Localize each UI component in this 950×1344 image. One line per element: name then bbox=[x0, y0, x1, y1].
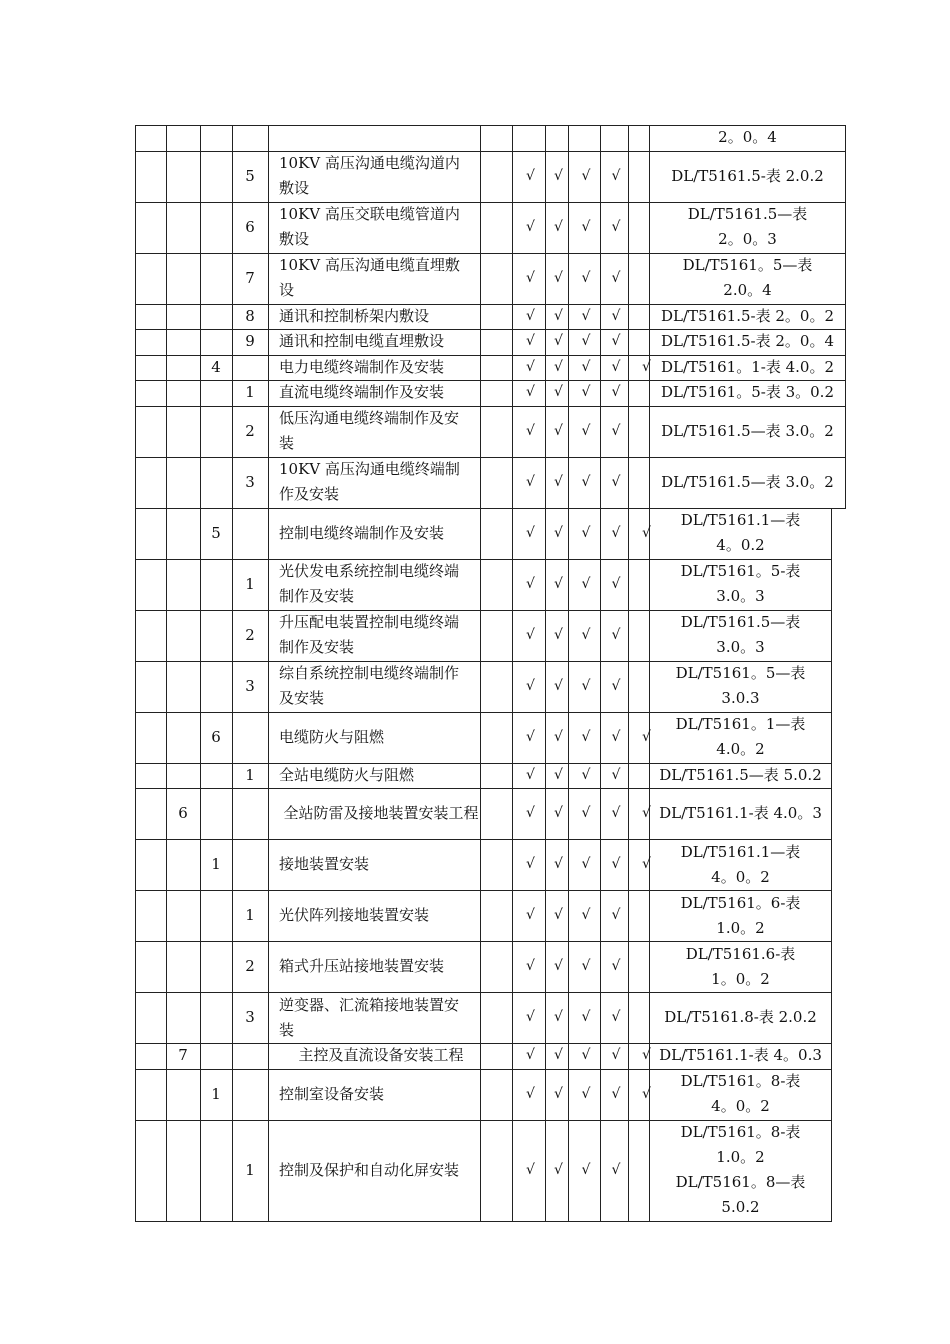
check-mark: √ bbox=[611, 1161, 621, 1178]
check-mark: √ bbox=[526, 626, 535, 643]
level1-number bbox=[166, 457, 200, 508]
check-mark: √ bbox=[581, 1047, 591, 1064]
check-mark: √ bbox=[581, 856, 591, 872]
check-mark: √ bbox=[581, 766, 591, 783]
check-mark: √ bbox=[526, 1161, 535, 1178]
level2-number: 4 bbox=[211, 357, 221, 376]
check-mark: √ bbox=[611, 524, 621, 541]
level3-number: 3 bbox=[245, 1008, 255, 1026]
level2-number: 6 bbox=[211, 727, 221, 746]
check-mark: √ bbox=[611, 333, 621, 350]
check-mark: √ bbox=[554, 677, 563, 694]
level3-number: 1 bbox=[245, 383, 255, 402]
check-mark: √ bbox=[554, 333, 563, 350]
level3-number bbox=[232, 1043, 268, 1069]
item-name: 全站防雷及接地装置安装工程 bbox=[283, 804, 479, 822]
check-mark: √ bbox=[611, 269, 621, 286]
check-mark bbox=[547, 125, 570, 151]
check-mark: √ bbox=[554, 422, 563, 439]
column-border bbox=[831, 508, 832, 1221]
check-mark: √ bbox=[526, 384, 535, 401]
item-name: 10KV 高压沟通电缆直埋敷设 bbox=[279, 256, 460, 299]
level2-number bbox=[200, 610, 232, 661]
check-mark: √ bbox=[611, 907, 621, 923]
level3-number: 3 bbox=[245, 676, 255, 695]
check-mark: √ bbox=[581, 269, 591, 286]
check-mark: √ bbox=[526, 524, 535, 541]
level1-number bbox=[166, 559, 200, 610]
level3-number: 7 bbox=[245, 268, 255, 287]
check-mark: √ bbox=[554, 1085, 563, 1102]
check-mark: √ bbox=[526, 728, 535, 745]
check-mark bbox=[602, 125, 630, 151]
level1-number bbox=[166, 355, 200, 381]
item-name: 电力电缆终端制作及安装 bbox=[279, 357, 445, 376]
level3-number: 8 bbox=[245, 306, 255, 325]
check-mark: √ bbox=[611, 766, 621, 783]
check-mark: √ bbox=[526, 677, 535, 694]
level2-number bbox=[200, 788, 232, 839]
check-mark: √ bbox=[581, 422, 591, 439]
level3-number: 2 bbox=[245, 625, 255, 644]
check-mark: √ bbox=[642, 856, 651, 872]
level2-number bbox=[200, 253, 232, 304]
standard-reference: DL/T5161。5-表 3.0。3 bbox=[680, 562, 801, 605]
item-name: 箱式升压站接地装置安装 bbox=[279, 957, 445, 975]
level2-number bbox=[200, 1043, 232, 1069]
standard-reference: DL/T5161.5-表 2。0。4 bbox=[661, 332, 834, 351]
check-mark: √ bbox=[642, 358, 651, 375]
check-mark: √ bbox=[554, 1047, 563, 1064]
check-mark: √ bbox=[611, 728, 621, 745]
check-mark: √ bbox=[554, 358, 563, 375]
check-mark: √ bbox=[554, 307, 563, 324]
item-name: 10KV 高压沟通电缆终端制作及安装 bbox=[279, 460, 460, 503]
standard-reference: DL/T5161.5—表 3.0。3 bbox=[680, 613, 801, 656]
level1-number bbox=[166, 380, 200, 406]
level1-number bbox=[166, 304, 200, 330]
item-name: 控制电缆终端制作及安装 bbox=[279, 523, 445, 542]
standard-reference: DL/T5161。5-表 3。0.2 bbox=[661, 383, 834, 402]
level3-number: 2 bbox=[245, 421, 255, 440]
item-name: 10KV 高压交联电缆管道内敷设 bbox=[279, 205, 460, 248]
check-mark: √ bbox=[581, 1161, 591, 1178]
level2-number bbox=[200, 304, 232, 330]
check-mark: √ bbox=[581, 218, 591, 235]
level1-number bbox=[166, 941, 200, 992]
check-mark: √ bbox=[526, 958, 535, 974]
check-mark: √ bbox=[642, 1085, 651, 1102]
item-name: 主控及直流设备安装工程 bbox=[298, 1046, 464, 1065]
check-mark: √ bbox=[526, 805, 535, 821]
level2-number: 5 bbox=[211, 523, 221, 542]
check-mark: √ bbox=[581, 473, 591, 490]
level3-number bbox=[232, 839, 268, 890]
item-name: 控制及保护和自动化屏安装 bbox=[279, 1160, 460, 1179]
item-name: 综自系统控制电缆终端制作及安装 bbox=[279, 664, 460, 707]
level2-number: 1 bbox=[211, 1084, 221, 1103]
check-mark: √ bbox=[581, 958, 591, 974]
item-name: 全站电缆防火与阻燃 bbox=[279, 765, 415, 784]
check-mark: √ bbox=[526, 856, 535, 872]
check-mark: √ bbox=[526, 1085, 535, 1102]
check-mark: √ bbox=[526, 269, 535, 286]
level3-number bbox=[232, 508, 268, 559]
check-mark: √ bbox=[554, 384, 563, 401]
check-mark: √ bbox=[526, 766, 535, 783]
level3-number: 6 bbox=[245, 217, 255, 236]
check-mark: √ bbox=[642, 728, 651, 745]
standard-reference: DL/T5161.5—表 5.0.2 bbox=[659, 765, 822, 784]
column-border bbox=[135, 125, 136, 1221]
item-name: 通讯和控制电缆直埋敷设 bbox=[279, 332, 445, 351]
standard-reference: DL/T5161。5—表 3.0.3 bbox=[675, 664, 806, 707]
check-mark: √ bbox=[581, 384, 591, 401]
check-mark: √ bbox=[526, 218, 535, 235]
level3-number: 1 bbox=[245, 574, 255, 593]
level3-number: 1 bbox=[245, 1160, 255, 1179]
level3-number: 3 bbox=[245, 472, 255, 491]
check-mark: √ bbox=[526, 333, 535, 350]
level2-number: 1 bbox=[211, 855, 221, 873]
level2-number bbox=[200, 329, 232, 355]
check-mark: √ bbox=[554, 728, 563, 745]
item-name: 逆变器、汇流箱接地装置安装 bbox=[279, 995, 460, 1039]
level2-number bbox=[200, 941, 232, 992]
check-mark: √ bbox=[611, 575, 621, 592]
standard-reference: DL/T5161。8-表 4。0。2 bbox=[680, 1072, 801, 1115]
level2-number bbox=[200, 457, 232, 508]
check-mark: √ bbox=[611, 307, 621, 324]
check-mark: √ bbox=[526, 167, 535, 184]
level2-number bbox=[200, 151, 232, 202]
check-mark: √ bbox=[611, 167, 621, 184]
check-mark: √ bbox=[526, 422, 535, 439]
standard-reference: DL/T5161.1—表 4。0。2 bbox=[680, 842, 801, 886]
check-mark: √ bbox=[611, 958, 621, 974]
check-mark: √ bbox=[611, 677, 621, 694]
check-mark: √ bbox=[581, 626, 591, 643]
level1-number bbox=[166, 661, 200, 712]
level3-number: 5 bbox=[245, 166, 255, 185]
item-name: 光伏阵列接地装置安装 bbox=[279, 906, 430, 924]
check-mark: √ bbox=[642, 1047, 651, 1064]
check-mark: √ bbox=[554, 218, 563, 235]
level3-number: 2 bbox=[245, 957, 255, 975]
level2-number bbox=[200, 992, 232, 1043]
check-mark: √ bbox=[611, 805, 621, 821]
level1-number: 7 bbox=[178, 1046, 188, 1065]
level3-number bbox=[232, 1069, 268, 1120]
level1-number bbox=[166, 202, 200, 253]
check-mark: √ bbox=[526, 575, 535, 592]
check-mark: √ bbox=[581, 307, 591, 324]
column-border bbox=[845, 125, 846, 508]
check-mark: √ bbox=[554, 473, 563, 490]
check-mark bbox=[514, 125, 547, 151]
level1-number bbox=[166, 1069, 200, 1120]
check-mark: √ bbox=[554, 805, 563, 821]
check-mark: √ bbox=[581, 524, 591, 541]
level1-number bbox=[166, 329, 200, 355]
check-mark: √ bbox=[526, 473, 535, 490]
check-mark: √ bbox=[581, 907, 591, 923]
standard-reference: DL/T5161。6-表 1.0。2 bbox=[680, 893, 801, 937]
level2-number bbox=[200, 125, 232, 151]
standard-reference: DL/T5161。5—表 2.0。4 bbox=[682, 256, 813, 299]
standard-reference: DL/T5161.5-表 2.0.2 bbox=[671, 166, 824, 185]
level3-number bbox=[232, 712, 268, 763]
level2-number bbox=[200, 559, 232, 610]
standard-reference: DL/T5161.5—表 2。0。3 bbox=[687, 205, 808, 248]
item-name: 光伏发电系统控制电缆终端制作及安装 bbox=[279, 562, 460, 605]
check-mark: √ bbox=[581, 575, 591, 592]
item-name: 接地装置安装 bbox=[279, 855, 370, 873]
check-mark: √ bbox=[554, 167, 563, 184]
standard-reference: DL/T5161.8-表 2.0.2 bbox=[664, 1008, 817, 1026]
item-name: 10KV 高压沟通电缆沟道内敷设 bbox=[279, 154, 460, 197]
check-mark: √ bbox=[554, 269, 563, 286]
level1-number bbox=[166, 253, 200, 304]
check-mark: √ bbox=[611, 856, 621, 872]
standard-reference: DL/T5161.5—表 3.0。2 bbox=[661, 472, 834, 491]
check-mark: √ bbox=[611, 473, 621, 490]
check-mark: √ bbox=[554, 907, 563, 923]
item-name: 控制室设备安装 bbox=[279, 1084, 385, 1103]
level2-number bbox=[200, 380, 232, 406]
standard-reference: DL/T5161.6-表 1。0。2 bbox=[685, 944, 796, 988]
check-mark: √ bbox=[526, 1047, 535, 1064]
level2-number bbox=[200, 202, 232, 253]
standard-reference: DL/T5161。1—表 4.0。2 bbox=[675, 715, 806, 758]
check-mark: √ bbox=[611, 1085, 621, 1102]
standard-reference: DL/T5161.1-表 4。0.3 bbox=[659, 1046, 822, 1065]
check-mark: √ bbox=[581, 728, 591, 745]
check-mark: √ bbox=[611, 218, 621, 235]
check-mark: √ bbox=[581, 358, 591, 375]
check-mark: √ bbox=[526, 358, 535, 375]
check-mark: √ bbox=[526, 1009, 535, 1025]
level1-number bbox=[166, 890, 200, 941]
check-mark: √ bbox=[554, 524, 563, 541]
check-mark: √ bbox=[581, 167, 591, 184]
check-mark bbox=[570, 125, 602, 151]
standard-reference: DL/T5161.1-表 4.0。3 bbox=[659, 804, 822, 822]
item-name: 通讯和控制桥架内敷设 bbox=[279, 306, 430, 325]
standard-reference: DL/T5161.1—表 4。0.2 bbox=[680, 511, 801, 554]
check-mark: √ bbox=[611, 626, 621, 643]
level3-number bbox=[232, 125, 268, 151]
item-name: 电缆防火与阻燃 bbox=[279, 727, 385, 746]
level2-number bbox=[200, 890, 232, 941]
level3-number: 1 bbox=[245, 906, 255, 924]
level1-number bbox=[166, 508, 200, 559]
row-border bbox=[135, 1221, 832, 1222]
check-mark: √ bbox=[581, 333, 591, 350]
check-mark: √ bbox=[554, 1009, 563, 1025]
check-mark: √ bbox=[554, 958, 563, 974]
check-mark: √ bbox=[611, 384, 621, 401]
level3-number bbox=[232, 355, 268, 381]
check-mark: √ bbox=[642, 524, 651, 541]
check-mark: √ bbox=[642, 805, 651, 821]
level2-number bbox=[200, 1120, 232, 1221]
level3-number: 9 bbox=[245, 332, 255, 351]
standard-reference: DL/T5161.5-表 2。0。2 bbox=[661, 306, 834, 325]
check-mark: √ bbox=[554, 1161, 563, 1178]
check-mark: √ bbox=[581, 677, 591, 694]
level1-number bbox=[166, 839, 200, 890]
check-mark: √ bbox=[554, 856, 563, 872]
check-mark: √ bbox=[526, 307, 535, 324]
check-mark: √ bbox=[581, 1085, 591, 1102]
level1-number bbox=[166, 406, 200, 457]
level1-number bbox=[166, 610, 200, 661]
check-mark: √ bbox=[611, 1047, 621, 1064]
level3-number: 1 bbox=[245, 765, 255, 784]
level2-number bbox=[200, 661, 232, 712]
item-name bbox=[269, 125, 469, 151]
check-mark: √ bbox=[554, 575, 563, 592]
column-border bbox=[512, 125, 513, 1221]
level1-number bbox=[166, 992, 200, 1043]
standard-reference: 2。0。4 bbox=[718, 128, 777, 147]
item-name: 直流电缆终端制作及安装 bbox=[279, 383, 445, 402]
level3-number bbox=[232, 788, 268, 839]
check-mark: √ bbox=[554, 626, 563, 643]
item-name: 低压沟通电缆终端制作及安装 bbox=[279, 409, 460, 452]
level2-number bbox=[200, 406, 232, 457]
level2-number bbox=[200, 763, 232, 789]
level1-number bbox=[166, 763, 200, 789]
item-name: 升压配电装置控制电缆终端制作及安装 bbox=[279, 613, 460, 656]
check-mark: √ bbox=[581, 1009, 591, 1025]
level1-number bbox=[166, 151, 200, 202]
check-mark: √ bbox=[581, 805, 591, 821]
standard-reference: DL/T5161。8-表 1.0。2 DL/T5161。8—表 5.0.2 bbox=[675, 1123, 806, 1216]
level1-number: 6 bbox=[178, 804, 188, 822]
check-mark: √ bbox=[526, 907, 535, 923]
standard-reference: DL/T5161.5—表 3.0。2 bbox=[661, 421, 834, 440]
level1-number bbox=[166, 712, 200, 763]
check-mark: √ bbox=[554, 766, 563, 783]
level1-number bbox=[166, 125, 200, 151]
check-mark: √ bbox=[611, 1009, 621, 1025]
check-mark: √ bbox=[611, 422, 621, 439]
check-mark: √ bbox=[611, 358, 621, 375]
standard-reference: DL/T5161。1-表 4.0。2 bbox=[661, 357, 834, 376]
level1-number bbox=[166, 1120, 200, 1221]
